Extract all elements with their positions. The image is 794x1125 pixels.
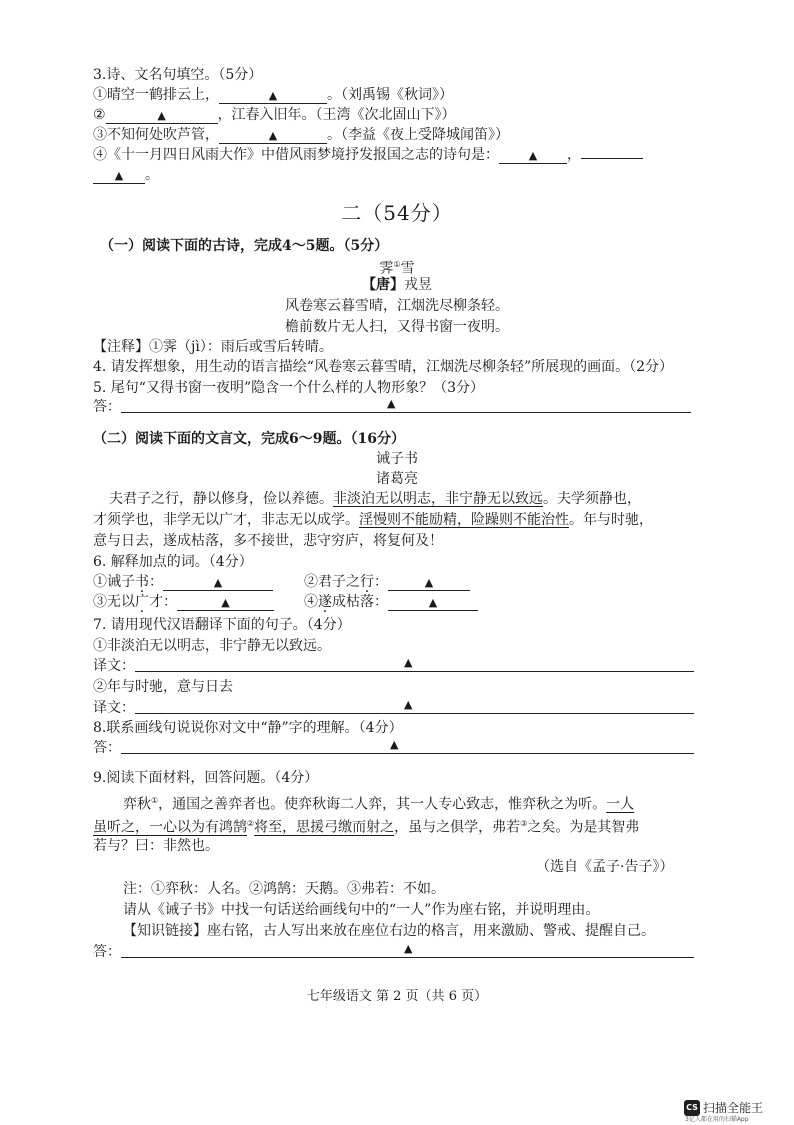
- fill-blank[interactable]: ▲: [388, 575, 470, 591]
- q7-sentence-2: ②年与时驰，意与日去: [93, 679, 233, 695]
- q3-line1: ①晴空一鹤排云上， ▲ 。（刘禹锡《秋词》）: [93, 87, 453, 103]
- q5-answer-line[interactable]: 答： ▲: [93, 398, 691, 416]
- q7-answer-line-2[interactable]: 译文： ▲: [93, 699, 694, 717]
- fill-blank[interactable]: ▲: [106, 108, 218, 124]
- watermark-slogan: 3亿人都在用的扫描App: [685, 1116, 749, 1123]
- underlined-sentence: 一人: [606, 796, 635, 813]
- fill-blank[interactable]: ▲: [388, 595, 478, 611]
- q3-line2: ② ▲ ，江春入旧年。（王湾《次北固山下》）: [93, 107, 456, 123]
- q6-item-2: ②君子之行： ▲: [304, 573, 470, 591]
- scanner-watermark: [684, 1099, 794, 1125]
- q9-source: （选自《孟子·告子》）: [536, 859, 674, 875]
- poem-note: 【注释】①霁（jì）：雨后或雪后转晴。: [93, 339, 333, 355]
- q7-sentence-1: ①非淡泊无以明志，非宁静无以致远。: [93, 638, 331, 654]
- q9-knowledge-link: 【知识链接】座右铭，古人写出来放在座位右边的格言，用来激励、警戒、提醒自己。: [123, 923, 655, 939]
- fill-blank[interactable]: ▲: [163, 575, 273, 591]
- poem-title: 霁①雪: [379, 260, 415, 277]
- q7-title: 7. 请用现代汉语翻译下面的句子。（4分）: [93, 617, 351, 633]
- q3-line4-cont: ▲ 。: [93, 166, 159, 184]
- q6-item-3: ③无以广才： ▲: [93, 593, 274, 611]
- fill-blank[interactable]: ▲: [177, 595, 274, 611]
- fill-blank[interactable]: [581, 158, 643, 159]
- q7-answer-line-1[interactable]: 译文： ▲: [93, 657, 694, 675]
- text-para-line3: 意与日去，遂成枯落，多不接世，悲守穷庐，将复何及！: [93, 533, 443, 549]
- q8-answer-line[interactable]: 答： ▲: [93, 739, 694, 757]
- text-para-line1: 夫君子之行，静以修身，俭以养德。非淡泊无以明志，非宁静无以致远。夫学须静也，: [109, 491, 641, 507]
- q6-title: 6. 解释加点的词。（4分）: [93, 554, 253, 570]
- underlined-sentence: 淫慢则不能励精，险躁则不能治性: [359, 512, 569, 528]
- q3-title: 3.诗、文名句填空。（5分）: [93, 67, 263, 83]
- q4: 4. 请发挥想象，用生动的语言描绘“风卷寒云暮雪晴，江烟洗尽柳条轻”所展现的画面。（2分）: [93, 359, 674, 375]
- fill-blank[interactable]: ▲: [93, 168, 145, 184]
- q9-notes: 注：①弈秋：人名。②鸿鹄：天鹅。③弗若：不如。: [123, 881, 445, 897]
- text-para-line2: 才须学也，非学无以广才，非志无以成学。淫慢则不能励精，险躁则不能治性。年与时驰，: [93, 512, 653, 528]
- watermark-name: 扫描全能王: [703, 1101, 764, 1115]
- q3-line3: ③不知何处吹芦管， ▲ 。（李益《夜上受降城闻笛》）: [93, 127, 509, 143]
- q8-title: 8.联系画线句说说你对文中“静”字的理解。（4分）: [93, 720, 403, 736]
- part1-intro: （一）阅读下面的古诗，完成4～5题。（5分）: [100, 238, 389, 254]
- q9-passage-line2: 虽听之，一心以为有鸿鹄②将至，思援弓缴而射之，虽与之俱学，弗若③之矣。为是其智弗: [93, 819, 640, 836]
- page-footer: 七年级语文 第 2 页（共 6 页）: [306, 989, 488, 1004]
- underlined-sentence: 将至，思援弓缴而射之: [254, 819, 395, 836]
- section-heading: 二（54分）: [341, 201, 453, 225]
- poem-author: 【唐】戎昱: [362, 277, 432, 293]
- fill-blank[interactable]: ▲: [499, 148, 567, 164]
- q9-passage-line3: 若与？曰：非然也。: [93, 838, 219, 854]
- underlined-sentence: 非淡泊无以明志，非宁静无以致远: [333, 491, 543, 507]
- text-author: 诸葛亮: [376, 471, 418, 487]
- q9-question: 请从《诫子书》中找一句话送给画线句中的“一人”作为座右铭，并说明理由。: [123, 902, 600, 918]
- q5: 5. 尾句“又得书窗一夜明”隐含一个什么样的人物形象？（3分）: [93, 380, 485, 396]
- camscanner-logo-icon: CS: [684, 1100, 700, 1116]
- q6-item-4: ④遂成枯落： ▲: [304, 593, 478, 611]
- q9-passage-line1: 弈秋①，通国之善弈者也。使弈秋诲二人弈，其一人专心致志，惟弈秋之为听。一人: [123, 796, 635, 813]
- q9-title: 9.阅读下面材料，回答问题。（4分）: [93, 770, 319, 786]
- q3-line4: ④《十一月四日风雨大作》中借风雨梦境抒发报国之志的诗句是： ▲ ，: [93, 146, 643, 164]
- poem-verse-2: 檐前数片无人扫，又得书窗一夜明。: [285, 319, 509, 335]
- poem-verse-1: 风卷寒云暮雪晴，江烟洗尽柳条轻。: [285, 298, 509, 314]
- q9-answer-line[interactable]: 答： ▲: [93, 943, 694, 961]
- underlined-sentence: 虽听之，一心以为有鸿鹄: [93, 819, 247, 836]
- fill-blank[interactable]: ▲: [219, 88, 327, 104]
- fill-blank[interactable]: ▲: [219, 128, 327, 144]
- text-title: 诫子书: [376, 451, 418, 467]
- part2-intro: （二）阅读下面的文言文，完成6～9题。（16分）: [93, 431, 405, 447]
- q6-item-1: ①诫子书： ▲: [93, 573, 273, 591]
